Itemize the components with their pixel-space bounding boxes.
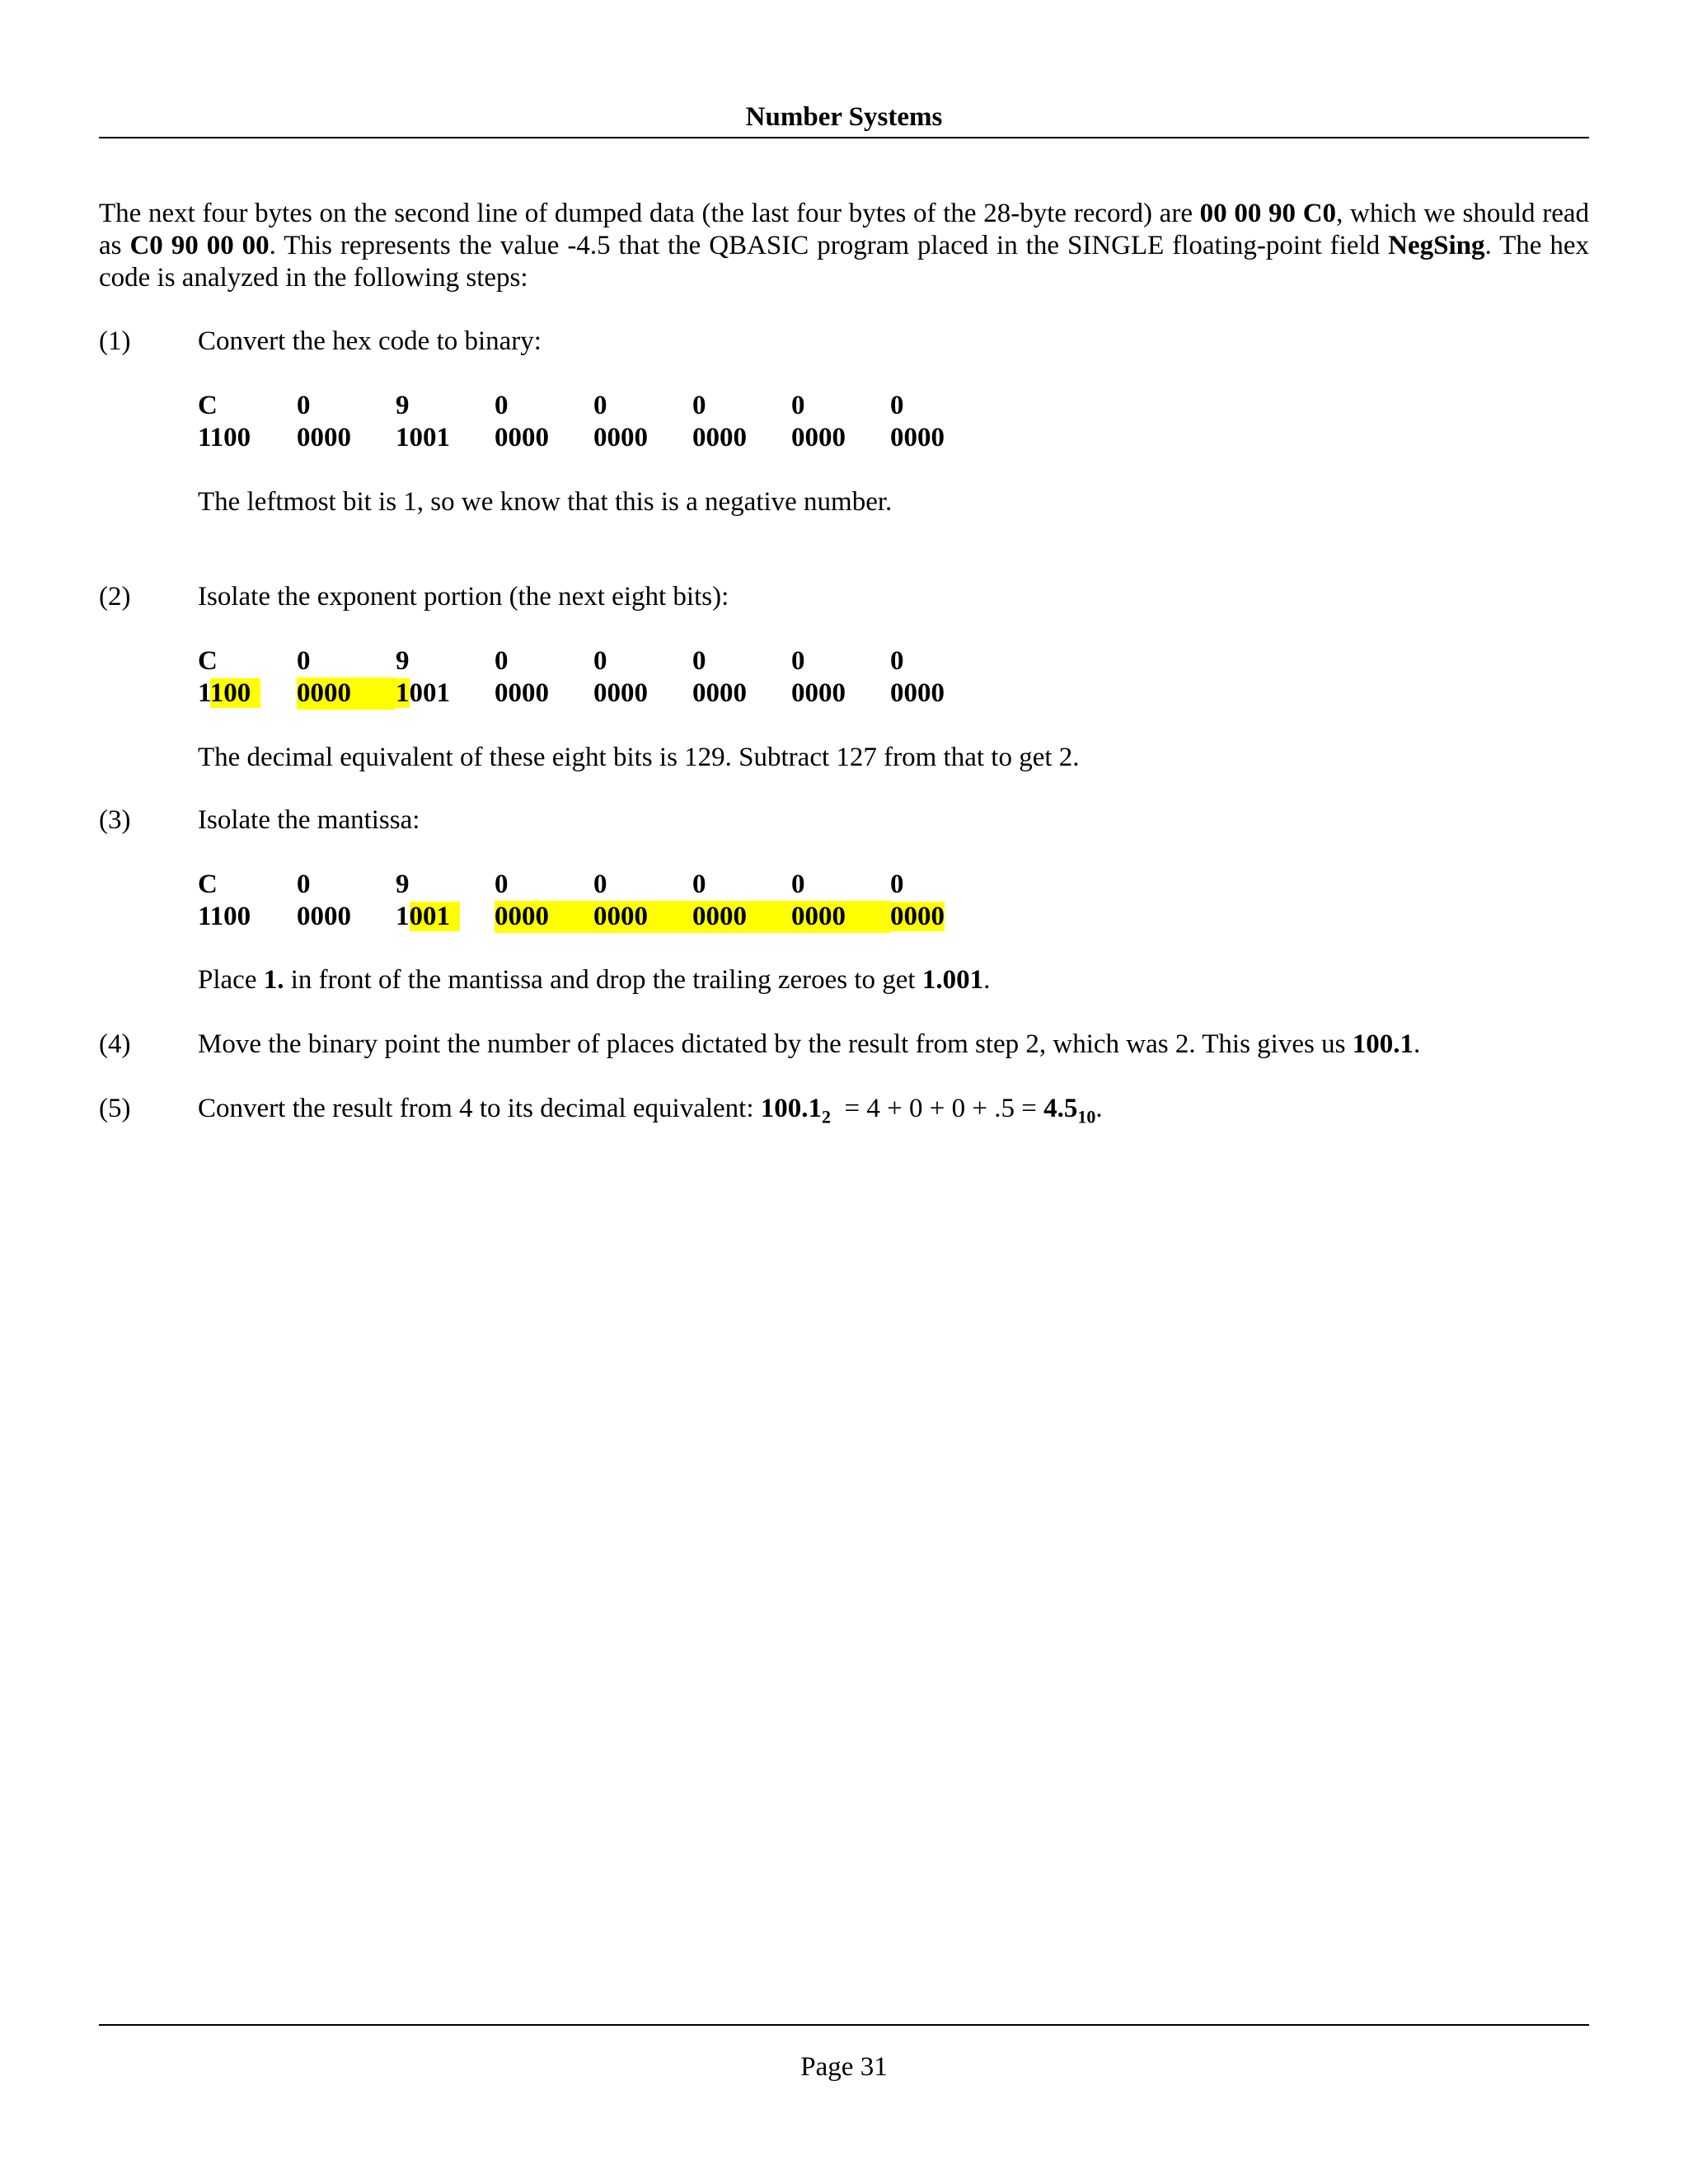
binary-nibble: 0000 <box>593 678 648 708</box>
step-5-number: (5) <box>99 1094 131 1123</box>
binary-nibble: 1100 <box>198 423 251 452</box>
hex-digit: 0 <box>791 646 805 676</box>
binary-nibble-partial-highlight: 1001 <box>396 901 495 933</box>
hex-digit: 0 <box>495 869 509 899</box>
step-5-binary-value: 100.1 <box>760 1094 823 1123</box>
step-3-note-text: in front of the mantissa and drop the trailing zeroes to get <box>284 965 922 995</box>
binary-nibble-highlighted: 0000 <box>692 901 791 933</box>
binary-nibble: 0000 <box>297 423 351 452</box>
binary-nibble-highlighted: 0000 <box>495 901 593 933</box>
hex-digit: 0 <box>297 646 311 676</box>
intro-bold-1: 00 00 90 C0 <box>1199 199 1337 228</box>
step-1-note: The leftmost bit is 1, so we know that this is a negative number. <box>198 487 893 517</box>
binary-nibble: 1001 <box>396 423 450 452</box>
binary-nibble-highlighted: 0000 <box>593 901 692 933</box>
step-1-number: (1) <box>99 326 131 356</box>
step-4-number: (4) <box>99 1029 131 1059</box>
hex-digit: 0 <box>791 869 805 899</box>
step-2-text: Isolate the exponent portion (the next eight bits): <box>198 582 729 612</box>
hex-digit: 0 <box>692 391 706 420</box>
step-5-text-plain: . <box>1095 1094 1103 1123</box>
hex-digit: 0 <box>890 391 904 420</box>
hex-digit: 0 <box>890 646 904 676</box>
binary-nibble: 0000 <box>297 902 351 931</box>
binary-nibble: 0000 <box>791 423 846 452</box>
hex-digit: 0 <box>297 391 311 420</box>
hex-digit: 0 <box>890 869 904 899</box>
step-5-text-plain: Convert the result from 4 to its decimal equivalent: <box>198 1094 761 1123</box>
hex-digit: 0 <box>692 869 706 899</box>
binary-nibble-highlighted: 0000 <box>791 901 890 933</box>
binary-nibble: 0000 <box>692 678 747 708</box>
step-1-text: Convert the hex code to binary: <box>198 326 542 356</box>
step-2-note: The decimal equivalent of these eight bits is 129. Subtract 127 from that to get 2. <box>198 743 1080 772</box>
step-5-text <box>198 1092 1103 1125</box>
step-3-note-bold: 1. <box>263 965 284 995</box>
binary-nibble-partial-highlight: 1001 <box>396 678 450 708</box>
footer-rule <box>99 2024 1589 2026</box>
intro-text-1: The next four bytes on the second line of dumped data (the last four bytes of the 28-byte record) are <box>99 199 1200 228</box>
hex-digit: 0 <box>593 869 607 899</box>
binary-nibble: 0000 <box>890 423 945 452</box>
hex-digit: 0 <box>495 391 509 420</box>
intro-paragraph <box>99 198 1589 294</box>
step-3-note-bold: 1.001 <box>921 965 984 995</box>
hex-digit: 0 <box>791 391 805 420</box>
step-2-number: (2) <box>99 582 131 612</box>
hex-digit: C <box>198 391 218 420</box>
step-3-note-text: Place <box>198 965 264 995</box>
page-number: Page 31 <box>800 2052 888 2082</box>
hex-digit: 9 <box>396 391 410 420</box>
step-5-decimal-value: 4.5 <box>1043 1094 1078 1123</box>
step-3-note-text: . <box>983 965 991 995</box>
step-5-base-2: 2 <box>822 1106 832 1127</box>
page-header: Number Systems <box>745 102 943 132</box>
hex-digit: C <box>198 869 218 899</box>
binary-nibble: 0000 <box>791 678 846 708</box>
intro-text-2: , which we should read as <box>99 199 1589 260</box>
binary-nibble: 1100 <box>198 902 251 931</box>
step-4-text-plain: Move the binary point the number of places dictated by the result from step 2, which was 2. This gives us <box>198 1029 1353 1059</box>
intro-text-4: . The hex code is analyzed in the following steps: <box>99 231 1589 293</box>
binary-nibble-highlighted: 0000 <box>297 677 396 710</box>
binary-nibble: 0000 <box>495 678 549 708</box>
intro-text-3: . This represents the value -4.5 that the QBASIC program placed in the SINGLE floating-point field <box>269 231 1389 260</box>
step-3-text: Isolate the mantissa: <box>198 805 420 835</box>
header-rule <box>99 137 1589 138</box>
step-3-number: (3) <box>99 805 131 835</box>
binary-nibble: 0000 <box>495 423 549 452</box>
hex-digit: 0 <box>495 646 509 676</box>
step-1-bit-grid <box>198 390 989 454</box>
binary-nibble: 0000 <box>890 678 945 708</box>
intro-bold-2: C0 90 00 00 <box>129 231 270 260</box>
step-4-text-bold: 100.1 <box>1352 1029 1414 1059</box>
step-3-bit-grid <box>198 869 989 933</box>
hex-digit: C <box>198 646 218 676</box>
hex-digit: 9 <box>396 869 410 899</box>
step-5-text-plain: = 4 + 0 + 0 + .5 = <box>831 1094 1044 1123</box>
intro-bold-3: NegSing <box>1388 231 1485 260</box>
step-4-text <box>198 1028 1420 1061</box>
hex-digit: 0 <box>593 646 607 676</box>
hex-digit: 9 <box>396 646 410 676</box>
step-2-bit-grid <box>198 645 989 710</box>
hex-digit: 0 <box>297 869 311 899</box>
step-3-note <box>198 963 990 996</box>
binary-nibble-partial-highlight: 1100 <box>198 677 297 710</box>
binary-nibble-highlighted: 0000 <box>890 902 945 931</box>
step-5-base-10: 10 <box>1077 1106 1096 1127</box>
binary-nibble: 0000 <box>593 423 648 452</box>
hex-digit: 0 <box>593 391 607 420</box>
hex-digit: 0 <box>692 646 706 676</box>
binary-nibble: 0000 <box>692 423 747 452</box>
step-4-text-plain: . <box>1413 1029 1421 1059</box>
